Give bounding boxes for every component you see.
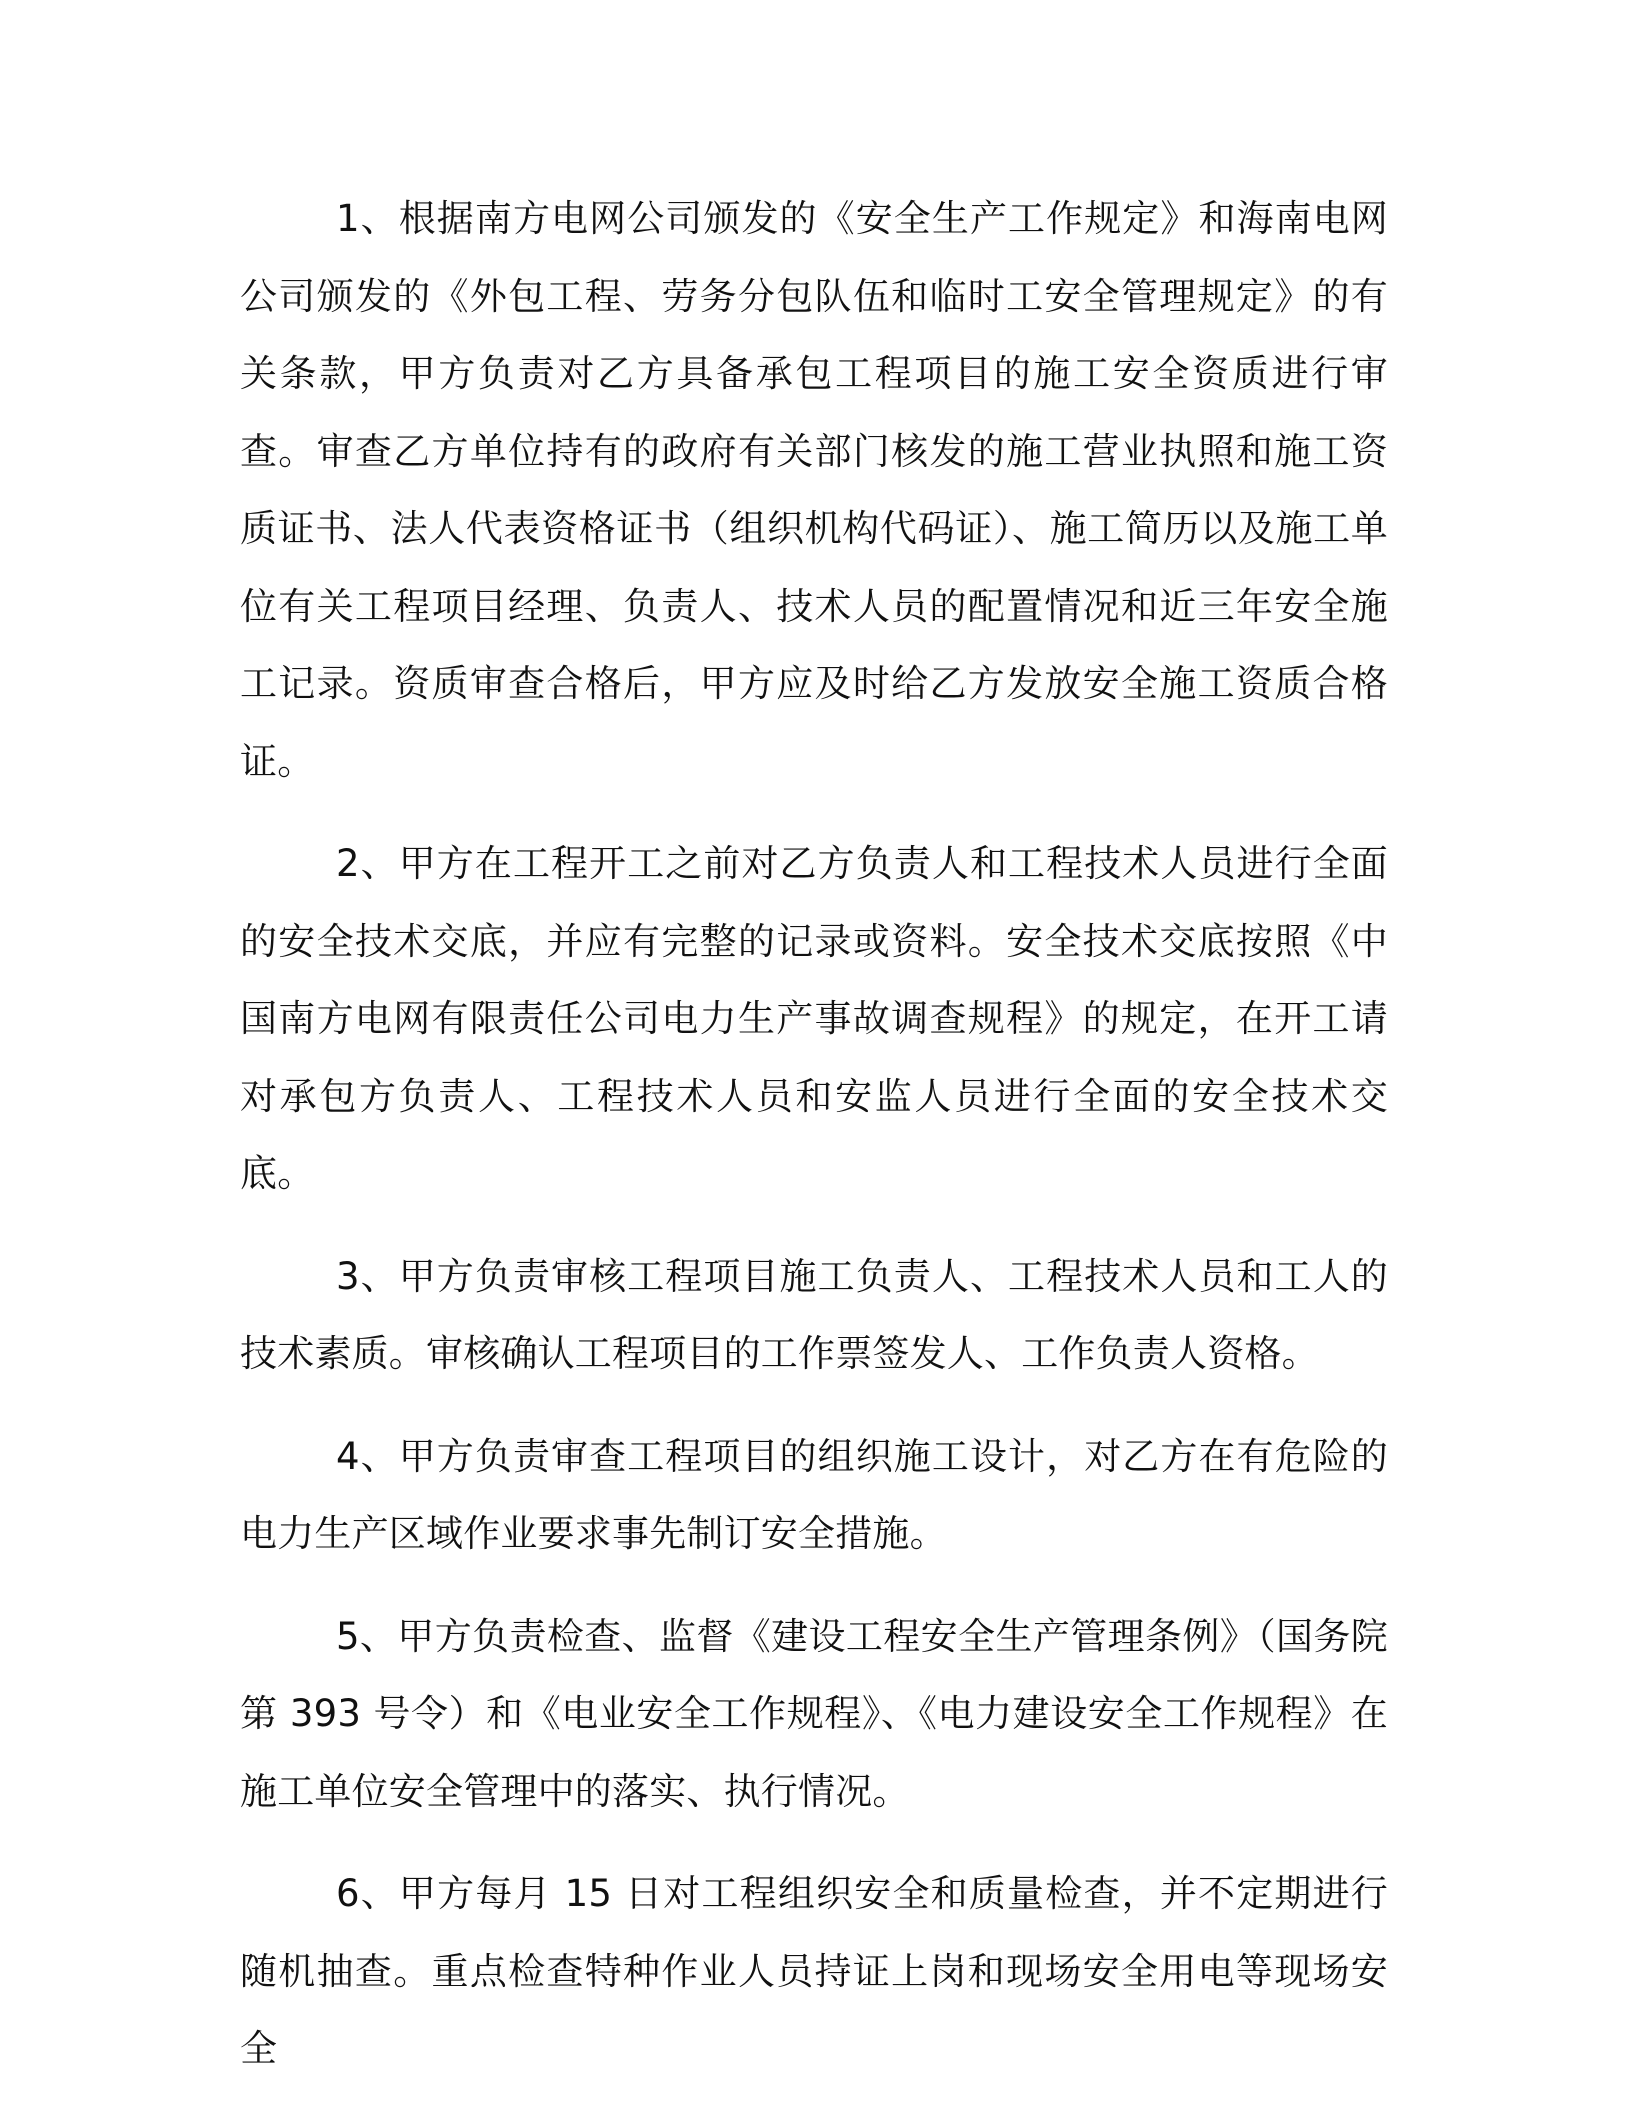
paragraph-6: 6、甲方每月 15 日对工程组织安全和质量检查，并不定期进行随机抽查。重点检查特种作业人员持证上岗和现场安全用电等现场安全 (240, 1872, 1388, 2070)
paragraph-4: 4、甲方负责审查工程项目的组织施工设计，对乙方在有危险的电力生产区域作业要求事先制订安全措施。 (240, 1434, 1388, 1555)
paragraph-3: 3、甲方负责审核工程项目施工负责人、工程技术人员和工人的技术素质。审核确认工程项目的工作票签发人、工作负责人资格。 (240, 1254, 1388, 1375)
paragraph-2: 2、甲方在工程开工之前对乙方负责人和工程技术人员进行全面的安全技术交底，并应有完整的记录或资料。安全技术交底按照《中国南方电网有限责任公司电力生产事故调查规程》的规定，在开工请对承包方负责人、工程技术人员和安监人员进行全面的安全技术交底。 (240, 842, 1388, 1195)
paragraph-1: 1、根据南方电网公司颁发的《安全生产工作规定》和海南电网公司颁发的《外包工程、劳务分包队伍和临时工安全管理规定》的有关条款，甲方负责对乙方具备承包工程项目的施工安全资质进行审查。审查乙方单位持有的政府有关部门核发的施工营业执照和施工资质证书、法人代表资格证书（组织机构代码证）、施工简历以及施工单位有关工程项目经理、负责人、技术人员的配置情况和近三年安全施工记录。资质审查合格后，甲方应及时给乙方发放安全施工资质合格证。 (240, 197, 1388, 783)
document-body (240, 180, 1388, 2088)
paragraph-5: 5、甲方负责检查、监督《建设工程安全生产管理条例》（国务院第 393 号令）和《电业安全工作规程》、《电力建设安全工作规程》在施工单位安全管理中的落实、执行情况。 (240, 1614, 1388, 1813)
